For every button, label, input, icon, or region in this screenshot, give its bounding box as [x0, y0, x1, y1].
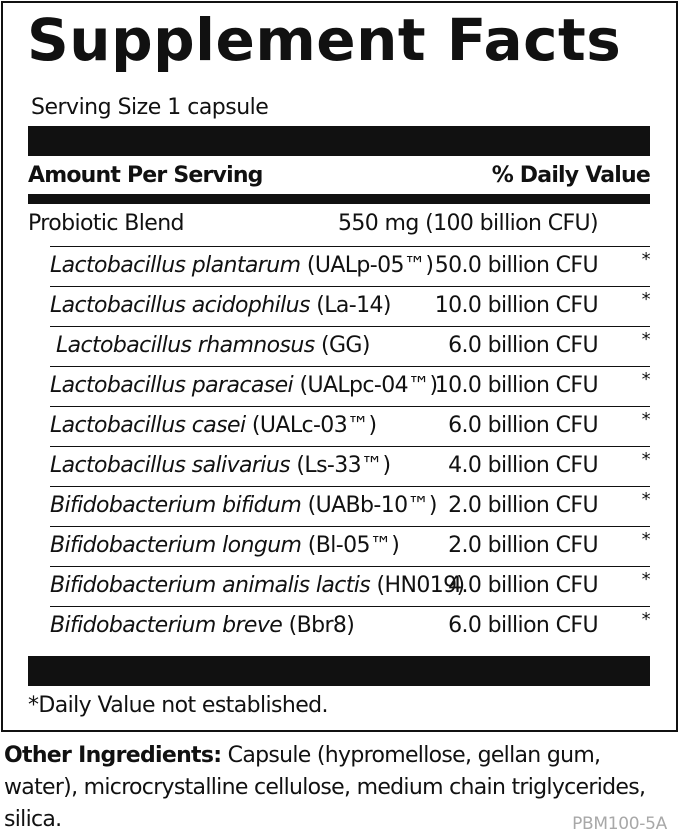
other-ingredients	[4, 740, 664, 836]
strain-name	[50, 293, 391, 318]
strain-amount: 6.0 billion CFU	[448, 613, 598, 638]
strain-row	[50, 566, 650, 606]
other-ingredients-label: Other Ingredients:	[4, 743, 222, 768]
strain-species: Lactobacillus plantarum	[50, 253, 301, 278]
amount-header-row	[28, 158, 650, 192]
strain-name	[50, 413, 376, 438]
strain-code: (Bl-05™)	[301, 533, 400, 558]
strain-amount: 50.0 billion CFU	[434, 253, 598, 278]
strain-row	[50, 366, 650, 406]
strain-dv: *	[641, 369, 650, 390]
strain-code: (UALc-03™)	[245, 413, 377, 438]
strain-row	[50, 406, 650, 446]
strain-dv: *	[641, 569, 650, 590]
strain-code: (UALp-05™)	[300, 253, 434, 278]
strain-species: Bifidobacterium breve	[50, 613, 283, 638]
strain-amount: 2.0 billion CFU	[448, 493, 598, 518]
strain-name	[50, 253, 433, 278]
strain-name	[50, 493, 437, 518]
strain-row	[50, 446, 650, 486]
other-ingredients-text: Capsule (hypromellose, gellan gum, water), microcrystalline cellulose, medium chain triglycerides, silica.	[4, 743, 646, 832]
strain-dv: *	[641, 289, 650, 310]
strain-row	[50, 246, 650, 286]
strain-row	[50, 606, 650, 646]
strain-dv: *	[641, 449, 650, 470]
strain-code: (Ls-33™)	[290, 453, 391, 478]
strain-name	[50, 573, 465, 598]
strain-name	[50, 453, 390, 478]
divider-thick-top	[28, 126, 650, 156]
strain-code: (HN019)	[370, 573, 465, 598]
strain-species: Lactobacillus acidophilus	[50, 293, 310, 318]
divider-medium	[28, 194, 650, 204]
strain-species: Lactobacillus paracasei	[50, 373, 294, 398]
strain-species: Bifidobacterium longum	[50, 533, 302, 558]
strain-dv: *	[641, 489, 650, 510]
strain-row	[50, 326, 650, 366]
strain-amount: 6.0 billion CFU	[448, 413, 598, 438]
strain-name	[50, 613, 354, 638]
strain-species: Lactobacillus casei	[50, 413, 246, 438]
strain-amount: 10.0 billion CFU	[434, 293, 598, 318]
strain-species: Lactobacillus salivarius	[50, 453, 291, 478]
serving-size: Serving Size 1 capsule	[31, 95, 269, 120]
panel-title: Supplement Facts	[27, 6, 622, 74]
strain-code: (La-14)	[309, 293, 391, 318]
strain-amount: 6.0 billion CFU	[448, 333, 598, 358]
product-code: PBM100-5A	[572, 814, 667, 834]
strain-row	[50, 486, 650, 526]
daily-value-label: % Daily Value	[491, 162, 650, 188]
strain-name	[50, 533, 399, 558]
strain-amount: 2.0 billion CFU	[448, 533, 598, 558]
strain-species: Bifidobacterium animalis lactis	[50, 573, 371, 598]
daily-value-footnote: *Daily Value not established.	[28, 693, 328, 718]
strain-amount: 4.0 billion CFU	[448, 573, 598, 598]
strain-code: (UALpc-04™)	[293, 373, 438, 398]
strain-species: Bifidobacterium bifidum	[50, 493, 302, 518]
strain-code: (GG)	[314, 333, 370, 358]
strain-dv: *	[641, 609, 650, 630]
strain-list	[50, 246, 650, 646]
divider-thick-bottom	[28, 656, 650, 686]
blend-amount: 550 mg (100 billion CFU)	[337, 211, 598, 236]
strain-amount: 4.0 billion CFU	[448, 453, 598, 478]
strain-code: (UABb-10™)	[301, 493, 437, 518]
amount-per-serving-label: Amount Per Serving	[28, 162, 263, 188]
strain-name	[50, 373, 437, 398]
strain-species: Lactobacillus rhamnosus	[56, 333, 315, 358]
strain-dv: *	[641, 249, 650, 270]
strain-dv: *	[641, 529, 650, 550]
strain-code: (Bbr8)	[282, 613, 355, 638]
strain-row	[50, 526, 650, 566]
strain-amount: 10.0 billion CFU	[434, 373, 598, 398]
strain-row	[50, 286, 650, 326]
blend-row	[28, 206, 650, 244]
blend-name: Probiotic Blend	[28, 211, 184, 236]
strain-dv: *	[641, 329, 650, 350]
strain-dv: *	[641, 409, 650, 430]
strain-name	[56, 333, 370, 358]
